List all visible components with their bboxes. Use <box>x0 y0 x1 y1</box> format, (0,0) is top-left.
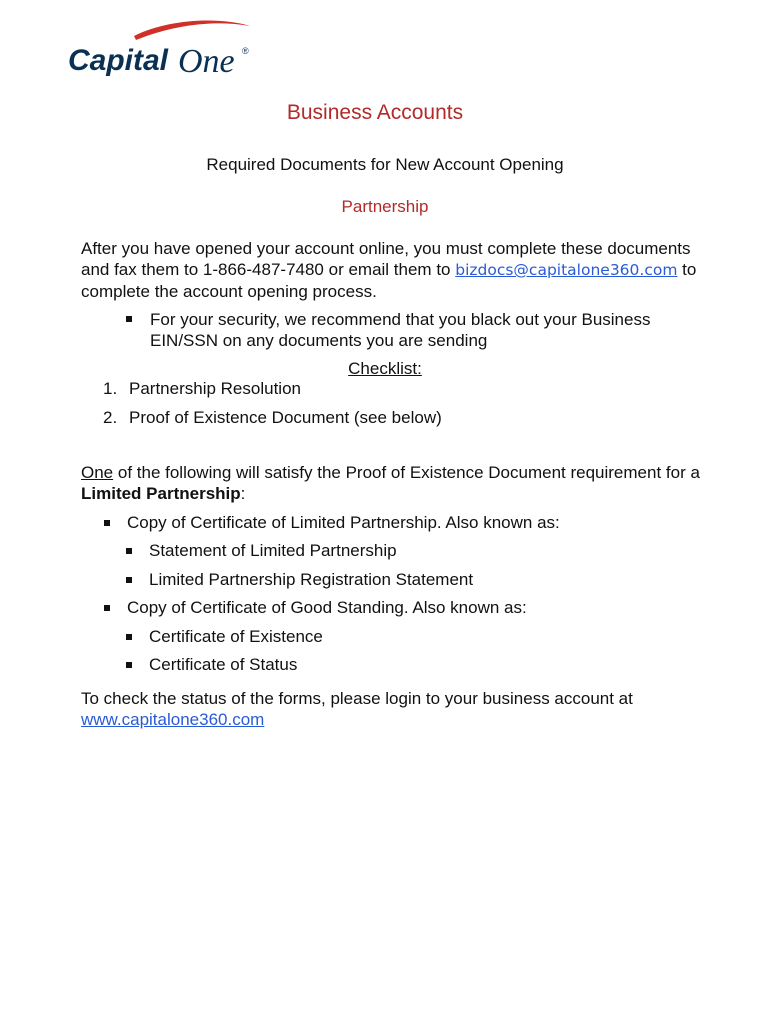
proof-subitem <box>126 541 397 561</box>
bullet-square-icon <box>126 548 132 554</box>
proof-item-text: Copy of Certificate of Good Standing. Also known as: <box>127 598 527 617</box>
proof-paragraph <box>81 462 721 504</box>
proof-bold: Limited Partnership <box>81 484 241 503</box>
proof-subitem-text: Certificate of Existence <box>149 627 323 646</box>
bullet-square-icon <box>126 316 132 322</box>
section-heading: Partnership <box>341 197 429 216</box>
svg-text:Capital: Capital <box>68 44 169 77</box>
proof-subitem-text: Limited Partnership Registration Statement <box>149 570 474 589</box>
capital-one-logo-graphic <box>66 18 256 82</box>
proof-colon: : <box>240 484 246 503</box>
bullet-square-icon <box>104 605 110 611</box>
security-note <box>126 309 686 351</box>
proof-one: One <box>81 463 114 482</box>
intro-text-after: to complete the account opening process. <box>81 260 697 301</box>
proof-item <box>104 598 527 618</box>
proof-subitem <box>126 570 473 590</box>
status-paragraph <box>81 688 701 730</box>
checklist-number: 1. <box>103 379 118 398</box>
bullet-square-icon <box>126 662 132 668</box>
checklist-text: Proof of Existence Document (see below) <box>129 408 442 427</box>
status-text: To check the status of the forms, please login to your business account at <box>81 689 633 708</box>
checklist-heading <box>0 359 770 379</box>
proof-text: of the following will satisfy the Proof of Existence Document requirement for a <box>113 463 700 482</box>
svg-text:®: ® <box>242 46 249 56</box>
bullet-square-icon <box>126 634 132 640</box>
proof-subitem-text: Statement of Limited Partnership <box>149 541 397 560</box>
checklist-text: Partnership Resolution <box>129 379 301 398</box>
email-link[interactable]: bizdocs@capitalone360.com <box>455 261 678 279</box>
svg-text:One: One <box>178 43 235 80</box>
checklist-label: Checklist: <box>348 359 422 378</box>
proof-item <box>104 513 560 533</box>
bullet-square-icon <box>126 577 132 583</box>
page-title: Business Accounts <box>286 101 464 124</box>
website-link[interactable]: www.capitalone360.com <box>81 710 265 729</box>
proof-subitem <box>126 655 297 675</box>
bullet-square-icon <box>104 520 110 526</box>
checklist-item <box>103 408 442 428</box>
intro-text: After you have opened your account online, you must complete these documents and fax them to 1-866-487-7480 or email them to <box>81 239 691 279</box>
security-note-text: For your security, we recommend that you black out your Business EIN/SSN on any documents you are sending <box>150 310 651 350</box>
page-subtitle: Required Documents for New Account Opening <box>206 155 564 174</box>
proof-item-text: Copy of Certificate of Limited Partnership. Also known as: <box>127 513 560 532</box>
proof-subitem <box>126 627 323 647</box>
intro-paragraph <box>81 238 701 302</box>
checklist-number: 2. <box>103 408 118 427</box>
capital-one-logo <box>66 18 256 82</box>
checklist-item <box>103 379 301 399</box>
proof-subitem-text: Certificate of Status <box>149 655 298 674</box>
